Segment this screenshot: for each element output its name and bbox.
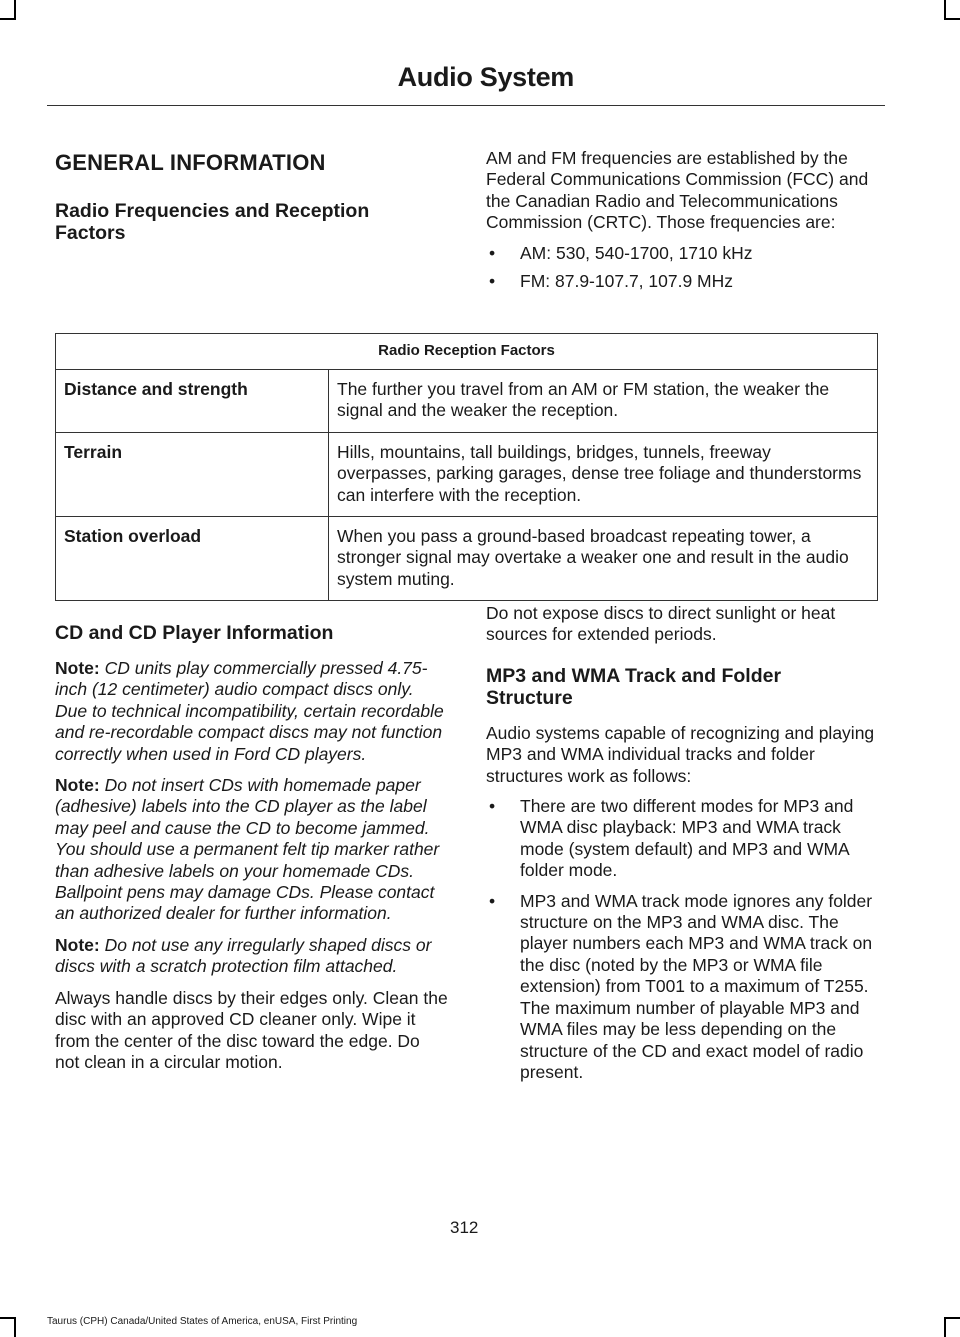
frequency-am: • AM: 530, 540-1700, 1710 kHz [486,243,881,264]
frequency-list [486,243,881,293]
crop-mark [944,1317,960,1319]
table-row [56,517,878,601]
cd-note [55,658,448,765]
table-header-row [56,334,878,370]
factor-description: Hills, mountains, tall buildings, bridges, tunnels, freeway overpasses, parking garages, dense tree foliage and thunderstorms can interfere with the reception. [329,432,878,516]
cd-handling-text: Always handle discs by their edges only. Clean the disc with an approved CD cleaner only. Wipe it from the center of the disc toward the edge. Do not clean in a circular motion. [55,987,448,1072]
section-title: Audio System [397,62,574,92]
cd-note [55,775,448,925]
crop-mark [0,1317,16,1319]
table-row [56,370,878,433]
mp3-bullet-list [486,796,881,1083]
cd-heading: CD and CD Player Information [55,622,334,644]
cd-note [55,935,448,978]
cd-info-right [486,603,881,1083]
crop-mark [0,18,16,20]
frequencies-intro: AM and FM frequencies are established by the Federal Communications Commission (FCC) and the Canadian Radio and Telecommunications Commission (CRTC). Those frequencies are: [486,148,869,233]
factor-label: Distance and strength [56,370,329,433]
general-info-right [486,148,881,292]
mp3-heading: MP3 and WMA Track and Folder Structure [486,664,782,709]
crop-mark [944,1317,946,1337]
cd-info-left [55,622,448,1073]
note-text: Do not use any irregularly shaped discs or discs with a scratch protection film attached. [55,934,432,977]
cd-sunlight-text: Do not expose discs to direct sunlight or heat sources for extended periods. [486,603,836,645]
list-item: • There are two different modes for MP3 and WMA disc playback: MP3 and WMA track mode (system default) and MP3 and WMA folder mode. [486,796,881,882]
crop-mark [944,0,946,20]
note-text: CD units play commercially pressed 4.75-inch (12 centimeter) audio compact discs only. Due to technical incompatibility, certain recordable and re-recordable compact discs may not function correctly when used in Ford CD players. [55,658,444,764]
factor-description: When you pass a ground-based broadcast repeating tower, a stronger signal may overtake a weaker one and result in the audio system muting. [329,517,878,601]
factor-label: Terrain [56,432,329,516]
page-number: 312 [450,1218,479,1237]
general-heading: GENERAL INFORMATION [55,150,326,175]
edition-footer: Taurus (CPH) Canada/United States of America, enUSA, First Printing [47,1316,358,1327]
factor-description: The further you travel from an AM or FM station, the weaker the signal and the weaker the reception. [329,370,878,433]
general-info-left [55,150,450,244]
list-item: • MP3 and WMA track mode ignores any folder structure on the MP3 and WMA disc. The player numbers each MP3 and WMA track on the disc (noted by the MP3 or WMA file extension) from T001 to a maximum of T255. The maximum number of playable MP3 and WMA files may be less depending on the structure of the CD and exact model of radio present. [486,891,881,1084]
radio-reception-factors-table [55,333,878,601]
note-label: Note: [55,658,100,678]
table-row [56,432,878,516]
header-divider [47,105,885,106]
mp3-intro: Audio systems capable of recognizing and playing MP3 and WMA individual tracks and folder structures work as follows: [486,722,875,786]
note-label: Note: [55,775,100,796]
table-title: Radio Reception Factors [56,334,878,370]
factor-label: Station overload [56,517,329,601]
crop-mark [944,18,960,20]
note-text: Do not insert CDs with homemade paper (adhesive) labels into the CD player as the label may peel and cause the CD to become jammed. You should use a permanent felt tip marker rather than adhesive labels on your homemade CDs. Ballpoint pens may damage CDs. Please contact an authorized dealer for further information. [55,775,440,924]
radio-frequencies-heading: Radio Frequencies and Reception Factors [55,200,370,244]
crop-mark [14,0,16,20]
frequency-fm: • FM: 87.9-107.7, 107.9 MHz [486,271,881,292]
note-label: Note: [55,934,100,955]
crop-mark [14,1317,16,1337]
